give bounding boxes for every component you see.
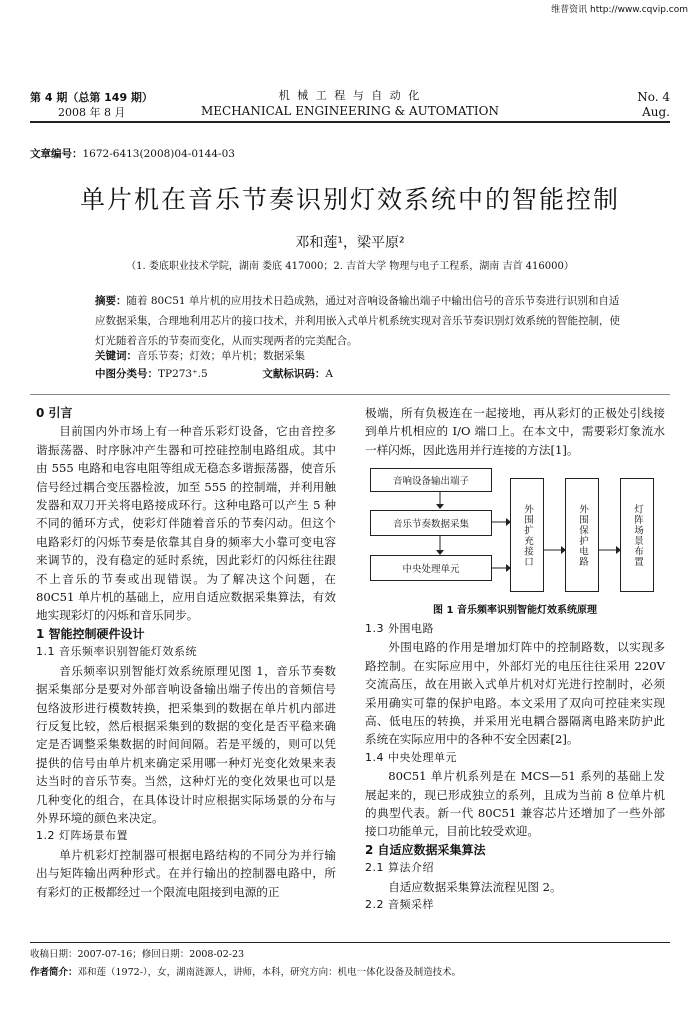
abstract-text: 随着 80C51 单片机的应用技术日趋成熟，通过对音响设备输出端子中输出信号的音乐节奏进行识别和自适应数据采集，合理地利用芯片的接口技术，并利用嵌入式单片机系统实现对音乐节奏识别灯效系统的智能控制，使灯光随着音乐的节奏而变化，从而实现两者的完美配合。 xyxy=(95,295,620,347)
watermark: 维普资讯 http://www.cqvip.com xyxy=(551,5,688,15)
section-1-2-paragraph: 单片机彩灯控制器可根据电路结构的不同分为并行输出与矩阵输出两种形式。在并行输出的控制器电路中，所有彩灯的正极都经过一个限流电阻接到电源的正 xyxy=(36,847,336,899)
footer-rule xyxy=(30,942,670,943)
header-issue: 第 4 期（总第 149 期） xyxy=(30,91,153,104)
keywords xyxy=(95,348,627,363)
abstract xyxy=(95,291,627,351)
article-number xyxy=(30,146,235,161)
paper-title: 单片机在音乐节奏识别灯效系统中的智能控制 xyxy=(79,185,620,214)
section-1-2-title: 1.2 灯阵场景布置 xyxy=(36,829,128,843)
section-0-title: 0 引言 xyxy=(36,406,73,420)
box-audio-output: 音响设备输出端子 xyxy=(370,468,492,492)
header-journal-cn: 机 械 工 程 与 自 动 化 xyxy=(278,89,422,102)
doc-code-label: 文献标识码： xyxy=(262,368,326,380)
box-protection-circuit: 外围保护电路 xyxy=(565,478,599,592)
section-1-3-title: 1.3 外围电路 xyxy=(365,622,434,635)
section-1-4-paragraph: 80C51 单片机系列是在 MCS—51 系列的基础上发展起来的，现已形成独立的系列，且成为当前 8 位单片机的典型代表。新一代 80C51 兼容芯片还增加了一些外部接口功能单元，目前比较受欢迎。 xyxy=(365,769,665,839)
footer-author-label: 作者简介： xyxy=(30,967,78,978)
clc-value: TP273⁺.5 xyxy=(158,368,208,380)
right-top-paragraph: 极端，所有负极连在一起接地，再从彩灯的正极处引线接到单片机相应的 I/O 端口上。在本文中，需要彩灯象流水一样闪烁，因此选用并行连接的方法[1]。 xyxy=(365,406,665,457)
section-2-1-paragraph: 自适应数据采集算法流程见图 2。 xyxy=(388,879,562,894)
left-column xyxy=(36,404,336,901)
box-cpu: 中央处理单元 xyxy=(370,555,492,581)
header-rule xyxy=(30,121,670,123)
affiliation: （1. 娄底职业技术学院，湖南 娄底 417000；2. 吉首大学 物理与电子工程系，湖南 吉首 416000） xyxy=(126,261,574,272)
right-column-bottom xyxy=(365,620,665,915)
authors: 邓和莲¹，梁平原² xyxy=(295,235,405,251)
header-date: 2008 年 8 月 xyxy=(58,106,126,119)
doc-code-value: A xyxy=(325,368,333,380)
keywords-label: 关键词： xyxy=(95,350,137,362)
box-light-array: 灯阵场景布置 xyxy=(620,478,654,592)
header-month: Aug. xyxy=(642,105,670,119)
section-1-1-paragraph: 音乐频率识别智能灯效系统原理见图 1，音乐节奏数据采集部分是要对外部音响设备输出端子传出的音频信号包络波形进行模数转换，把采集到的数据在单片机内部进行反复比较，然后根据采集到的数据的变化是否平稳来确定是否调整采集数据的时间间隔。若是平缓的，则可以凭提供的信号由单片机来确定采用哪一种灯光变化效果来表达当时的音乐节奏。当然，这种灯光的变化效果也可以是几种变化的组合，在具体设计时应根据实际场景的分布与外界环境的颜色来决定。 xyxy=(36,663,336,825)
section-1-4-title: 1.4 中央处理单元 xyxy=(365,750,457,764)
section-2-1-title: 2.1 算法介绍 xyxy=(365,861,434,875)
figure-1-caption: 图 1 音乐频率识别智能灯效系统原理 xyxy=(433,605,597,616)
right-column-top xyxy=(365,404,665,459)
article-number-value: 1672-6413(2008)04-0144-03 xyxy=(82,148,235,160)
section-2-2-title: 2.2 音频采样 xyxy=(365,898,434,912)
footer-author-info: 邓和莲（1972-），女，湖南涟源人，讲师，本科，研究方向：机电一体化设备及制造技术。 xyxy=(77,967,462,978)
classification xyxy=(95,366,627,381)
clc-label: 中图分类号： xyxy=(95,368,158,380)
section-2-title: 2 自适应数据采集算法 xyxy=(365,842,486,857)
header-no: No. 4 xyxy=(637,90,670,104)
box-peripheral-interface: 外围扩充接口 xyxy=(510,478,544,592)
keywords-text: 音乐节奏；灯效；单片机；数据采集 xyxy=(137,350,305,362)
abstract-rule xyxy=(30,394,670,395)
section-1-title: 1 智能控制硬件设计 xyxy=(36,626,145,641)
section-1-3-paragraph: 外围电路的作用是增加灯阵中的控制路数，以实现多路控制。在实际应用中，外部灯光的电压往往采用 220V 交流高压，故在用嵌入式单片机对灯光进行控制时，必须采用确实可靠的保护电路。本文采用了双向可控硅来实现高、低电压的转换，并采用光电耦合器隔离电路来防护此系统在实际应用中的各种不安全因素[2]。 xyxy=(365,640,665,747)
article-number-label: 文章编号： xyxy=(30,148,83,160)
footer-dates: 收稿日期：2007-07-16；修回日期：2008-02-23 xyxy=(30,949,245,960)
footer-author xyxy=(30,965,670,981)
abstract-label: 摘要： xyxy=(95,295,127,307)
header-journal-en: MECHANICAL ENGINEERING & AUTOMATION xyxy=(200,104,499,118)
section-0-paragraph: 目前国内外市场上有一种音乐彩灯设备，它由音控多谐振荡器、时序脉冲产生器和可控硅控制电路组成。其中由 555 电路和电容电阻等组成无稳态多谐振荡器，使音乐信号经过耦合变压器检波，加至 555 的控制端，并利用触发器和双刀开关将电路接成环行。这种电路可以产生 5 种不同的循环方式，使彩灯伴随着音乐的节奏闪动。但这个电路彩灯的闪烁节奏是依靠其自身的频率大小靠可变电容来调节的，没有稳定的延时系统，因此彩灯的闪烁往往跟不上音乐的节奏或出现错误。为了解决这个问题，在 80C51 单片机的基础上，应用自适应数据采集算法，有效地实现彩灯的闪烁和音乐同步。 xyxy=(36,424,336,623)
box-data-collection: 音乐节奏数据采集 xyxy=(370,510,492,536)
section-1-1-title: 1.1 音乐频率识别智能灯效系统 xyxy=(36,645,197,659)
